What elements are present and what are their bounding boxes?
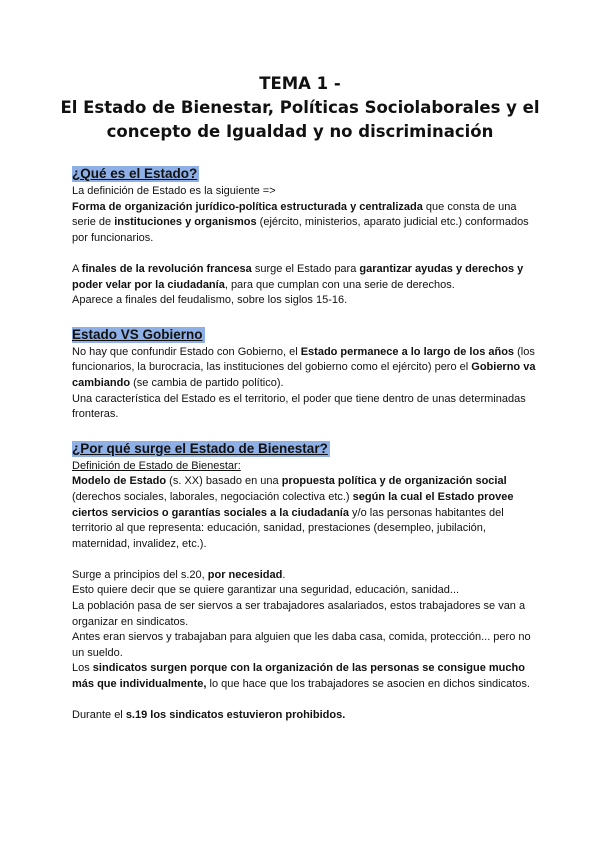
definition-label: Definición de Estado de Bienestar:	[72, 459, 241, 472]
paragraph: Surge a principios del s.20, por necesidad.	[72, 568, 286, 581]
document-body	[72, 166, 542, 724]
paragraph: Durante el s.19 los sindicatos estuvieron prohibidos.	[72, 709, 346, 722]
paragraph: Aparece a finales del feudalismo, sobre los siglos 15-16.	[72, 294, 348, 307]
section-heading-por-que-bienestar: ¿Por qué surge el Estado de Bienestar?	[72, 440, 328, 456]
section-heading-estado-vs-gobierno: Estado VS Gobierno	[72, 326, 203, 342]
title-line-1: TEMA 1 -	[259, 74, 341, 93]
paragraph: No hay que confundir Estado con Gobierno, el Estado permanece a lo largo de los años (los funcionarios, la burocracia, las instituciones del gobierno como el ejército) pero el Gobierno va cambiando (se cambia de partido político).	[72, 345, 536, 389]
paragraph: La definición de Estado es la siguiente =>	[72, 185, 276, 197]
title-line-3: concepto de Igualdad y no discriminación	[106, 122, 494, 141]
paragraph: Los sindicatos surgen porque con la organización de las personas se consigue mucho más que individualmente, lo que hace que los trabajadores se asocien en dichos sindicatos.	[72, 662, 530, 691]
paragraph: Una característica del Estado es el territorio, el poder que tiene dentro de unas determinadas fronteras.	[72, 392, 526, 421]
paragraph: Forma de organización jurídico-política estructurada y centralizada que consta de una serie de instituciones y organismos (ejército, ministerios, aparato judicial etc.) conformados por funcionarios.	[72, 200, 529, 244]
section-heading-que-es-estado: ¿Qué es el Estado?	[72, 166, 198, 181]
paragraph: Antes eran siervos y trabajaban para alguien que les daba casa, comida, protección... pero no un sueldo.	[72, 631, 531, 659]
document-title	[60, 72, 540, 144]
title-line-2: El Estado de Bienestar, Políticas Sociolaborales y el	[60, 98, 540, 117]
paragraph: Esto quiere decir que se quiere garantizar una seguridad, educación, sanidad...	[72, 584, 460, 597]
paragraph: La población pasa de ser siervos a ser trabajadores asalariados, estos trabajadores se van a organizar en sindicatos.	[72, 600, 526, 628]
paragraph: Modelo de Estado (s. XX) basado en una propuesta política y de organización social (derechos sociales, laborales, negociación colectiva etc.) según la cual el Estado provee ciertos servicios o garantías sociales a la ciudadanía y/o las personas habitantes del territorio al que representa: educación, sanidad, prestaciones (desempleo, jubilación, maternidad, invalidez, etc.).	[72, 475, 514, 550]
paragraph: A finales de la revolución francesa surge el Estado para garantizar ayudas y derechos y poder velar por la ciudadanía, para que cumplan con una serie de derechos.	[72, 262, 524, 291]
